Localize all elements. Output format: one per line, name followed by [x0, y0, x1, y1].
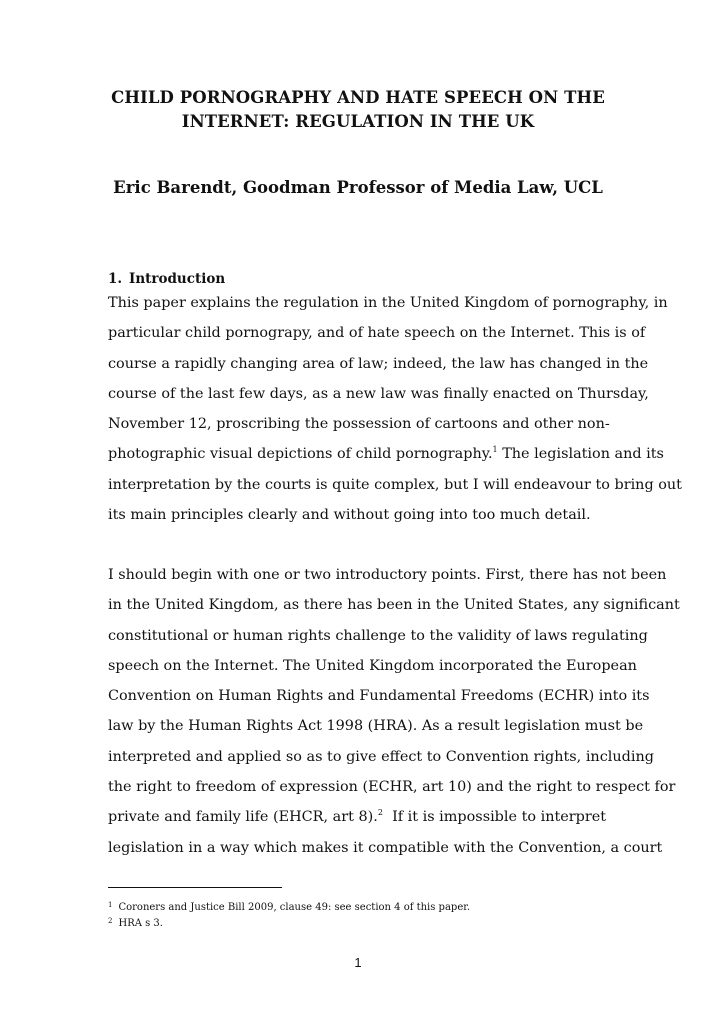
- paragraph-line: the right to freedom of expression (ECHR, art 10) and the right to respect for: [108, 779, 676, 796]
- section-number: 1.: [108, 271, 123, 287]
- paragraph-line: its main principles clearly and without going into too much detail.: [108, 507, 591, 524]
- page-number: 1: [354, 955, 362, 970]
- paragraph-text: photographic visual depictions of child pornography.: [108, 446, 493, 463]
- paragraph-line-with-note: [108, 439, 664, 469]
- footnote: [108, 898, 470, 915]
- footnote-text: Coroners and Justice Bill 2009, clause 49: see section 4 of this paper.: [118, 902, 471, 913]
- paragraph-line: speech on the Internet. The United Kingdom incorporated the European: [108, 657, 637, 674]
- section-title: Introduction: [129, 271, 226, 287]
- paragraph-line-with-note: [108, 802, 606, 832]
- footnote-mark: 1: [108, 901, 113, 909]
- footnote-divider: [108, 887, 282, 888]
- footnote: [108, 914, 163, 931]
- paragraph-line: law by the Human Rights Act 1998 (HRA). As a result legislation must be: [108, 718, 644, 735]
- paragraph-line: I should begin with one or two introductory points. First, there has not been: [108, 567, 667, 583]
- paragraph-1: [108, 288, 682, 530]
- paragraph-text: private and family life (EHCR, art 8).: [108, 809, 378, 826]
- paragraph-line: interpretation by the courts is quite complex, but I will endeavour to bring out: [108, 476, 682, 493]
- paragraph-line: constitutional or human rights challenge to the validity of laws regulating: [108, 627, 648, 644]
- title-line-2: INTERNET: REGULATION IN THE UK: [181, 112, 535, 131]
- paragraph-line: in the United Kingdom, as there has been in the United States, any significant: [108, 597, 680, 614]
- footnote-text: HRA s 3.: [118, 918, 163, 929]
- author-line: Eric Barendt, Goodman Professor of Media Law, UCL: [113, 178, 603, 197]
- title-line-1: CHILD PORNOGRAPHY AND HATE SPEECH ON THE: [111, 88, 605, 107]
- paragraph-line: interpreted and applied so as to give effect to Convention rights, including: [108, 748, 654, 765]
- paragraph-line: November 12, proscribing the possession of cartoons and other non-: [108, 416, 610, 433]
- section-heading: [108, 270, 225, 288]
- footnote-ref[interactable]: 1: [492, 445, 498, 455]
- paragraph-2: [108, 560, 680, 863]
- paragraph-line: Convention on Human Rights and Fundamental Freedoms (ECHR) into its: [108, 688, 650, 705]
- paragraph-text: If it is impossible to interpret: [392, 809, 607, 826]
- footnote-mark: 2: [108, 917, 113, 925]
- paragraph-line: particular child pornograpy, and of hate speech on the Internet. This is of: [108, 325, 646, 342]
- paper-title: [108, 86, 608, 134]
- paragraph-line: course of the last few days, as a new law was finally enacted on Thursday,: [108, 385, 649, 402]
- paragraph-line: This paper explains the regulation in the United Kingdom of pornography, in: [108, 295, 668, 311]
- paragraph-line: course a rapidly changing area of law; indeed, the law has changed in the: [108, 355, 649, 372]
- paragraph-text: The legislation and its: [502, 446, 664, 463]
- paragraph-line: legislation in a way which makes it compatible with the Convention, a court: [108, 839, 663, 856]
- footnote-ref[interactable]: 2: [377, 808, 383, 818]
